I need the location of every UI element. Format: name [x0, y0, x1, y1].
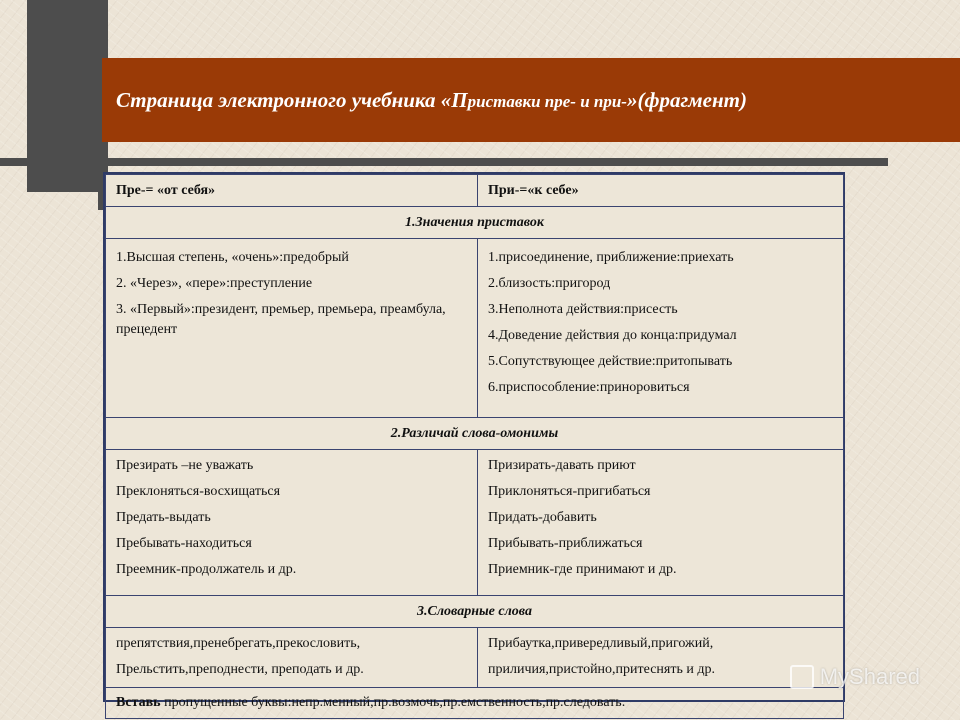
cell-right — [478, 450, 844, 596]
list-item: 1.Высшая степень, «очень»:предобрый — [116, 250, 349, 265]
decor-horizontal-line — [0, 158, 888, 166]
table-row — [106, 239, 844, 418]
header-pre: Пре-= «от себя» — [106, 175, 478, 207]
list-item: Приклоняться-пригибаться — [488, 484, 651, 499]
list-item: Предать-выдать — [116, 510, 211, 525]
list-item: 2. «Через», «пере»:преступление — [116, 276, 313, 291]
header-pri: При-=«к себе» — [478, 175, 844, 207]
list-item: 4.Доведение действия до конца:придумал — [488, 328, 737, 343]
section-heading-row — [106, 207, 844, 239]
list-item: Придать-добавить — [488, 510, 597, 525]
list-item: Преклоняться-восхищаться — [116, 484, 281, 499]
list-item: Прибывать-приближаться — [488, 536, 643, 551]
section-heading-row — [106, 418, 844, 450]
list-item: 5.Сопутствующее действие:притопывать — [488, 354, 733, 369]
prefix-table — [103, 172, 845, 710]
table-row — [106, 450, 844, 596]
list-item: приличия,пристойно,притеснять и др. — [488, 662, 715, 677]
watermark: MyShared — [790, 664, 920, 690]
title-banner — [102, 58, 960, 142]
cell-left — [106, 239, 478, 418]
section-heading: 1.Значения приставок — [106, 207, 844, 239]
list-item: Призирать-давать приют — [488, 458, 636, 473]
list-item: 2.близость:пригород — [488, 276, 611, 291]
list-item: 1.присоединение, приближение:приехать — [488, 250, 734, 265]
cell-right — [478, 239, 844, 418]
list-item: Прельстить,преподнести, преподать и др. — [116, 662, 364, 677]
list-item: Пребывать-находиться — [116, 536, 252, 551]
section-heading: 2.Различай слова-омонимы — [106, 418, 844, 450]
list-item: Прибаутка,привередливый,пригожий, — [488, 636, 714, 651]
page-title: Страница электронного учебника «Приставки пре- и при-»(фрагмент) — [116, 87, 747, 112]
cell-left — [106, 450, 478, 596]
section-heading-row — [106, 596, 844, 628]
list-item: 6.приспособление:приноровиться — [488, 380, 690, 395]
table-header-row — [106, 175, 844, 207]
exercise-text: Вставь пропущенные буквы:непр.менный,пр.возмочь,пр.емственность,пр.следовать. — [106, 688, 844, 719]
watermark-logo-icon — [790, 665, 814, 689]
list-item: Преемник-продолжатель и др. — [116, 562, 297, 577]
table-row — [106, 628, 844, 688]
cell-left — [106, 628, 478, 688]
list-item: препятствия,пренебрегать,прекословить, — [116, 636, 361, 651]
table-footer-row — [106, 688, 844, 719]
cell-right — [478, 628, 844, 688]
list-item: Приемник-где принимают и др. — [488, 562, 677, 577]
list-item: 3. «Первый»:президент, премьер, премьера, преамбула, прецедент — [116, 302, 446, 337]
list-item: Презирать –не уважать — [116, 458, 254, 473]
list-item: 3.Неполнота действия:присесть — [488, 302, 678, 317]
section-heading: 3.Словарные слова — [106, 596, 844, 628]
